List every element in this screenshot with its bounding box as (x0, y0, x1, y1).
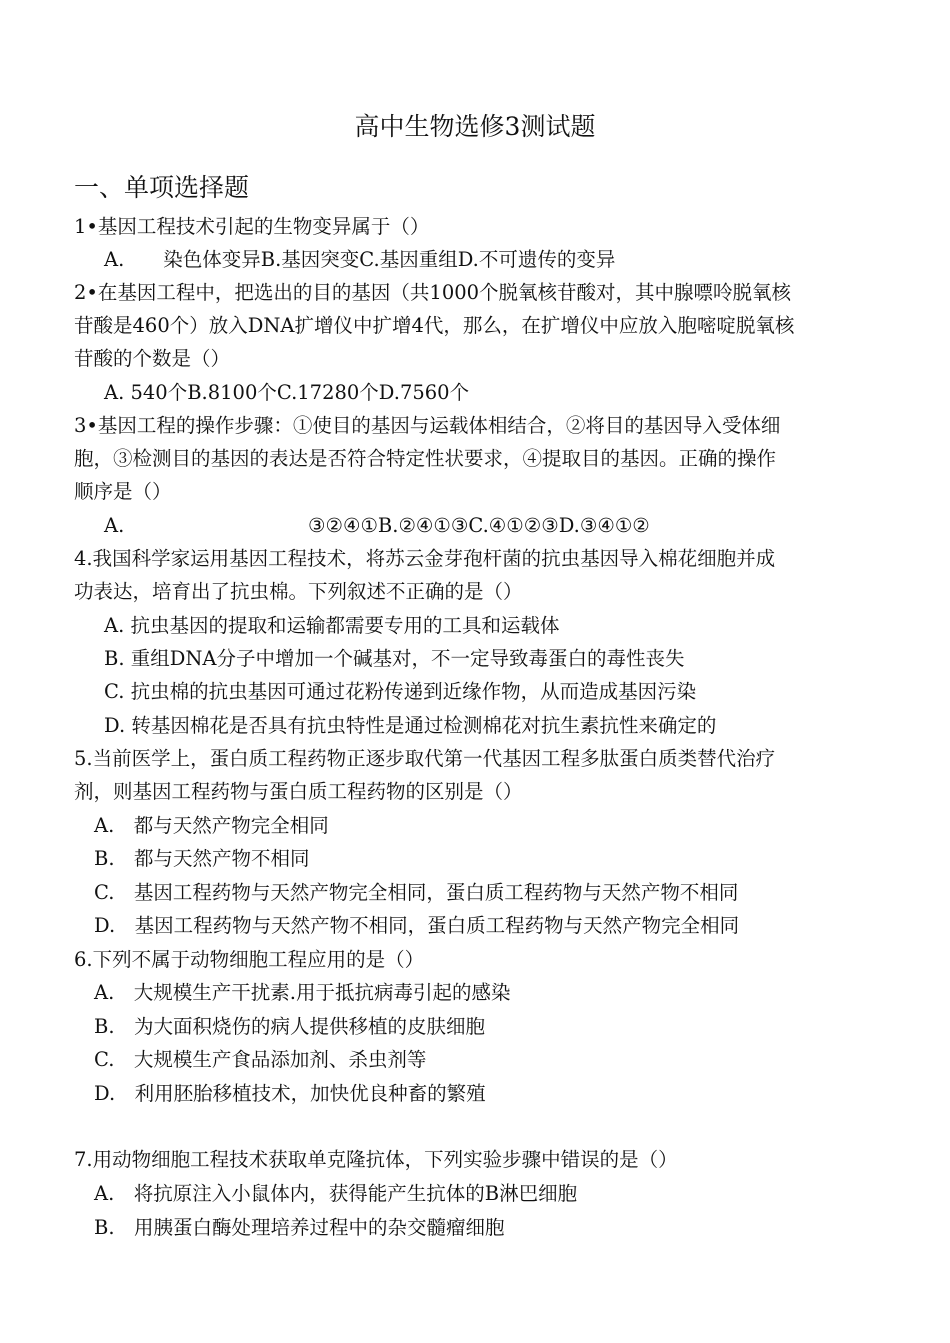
question-1-stem: 1•基因工程技术引起的生物变异属于（） (74, 215, 430, 238)
question-5-option-c: C. 基因工程药物与天然产物完全相同，蛋白质工程药物与天然产物不相同 (94, 881, 739, 904)
question-2-stem-line-1: 2•在基因工程中，把选出的目的基因（共1000个脱氧核苷酸对，其中腺嘌呤脱氧核 (74, 281, 792, 304)
question-7-option-a: A. 将抗原注入小鼠体内，获得能产生抗体的B淋巴细胞 (94, 1182, 578, 1205)
question-5-option-d: D. 基因工程药物与天然产物不相同，蛋白质工程药物与天然产物完全相同 (94, 914, 740, 937)
question-4-option-a: A. 抗虫基因的提取和运输都需要专用的工具和运载体 (104, 614, 560, 637)
question-4-stem-line-2: 功表达，培育出了抗虫棉。下列叙述不正确的是（） (74, 580, 523, 603)
question-4-option-c: C. 抗虫棉的抗虫基因可通过花粉传递到近缘作物，从而造成基因污染 (104, 680, 697, 703)
question-6-option-b: B. 为大面积烧伤的病人提供移植的皮肤细胞 (94, 1015, 486, 1038)
question-5-stem-line-1: 5.当前医学上，蛋白质工程药物正逐步取代第一代基因工程多肽蛋白质类替代治疗 (74, 747, 776, 770)
question-6-option-a: A. 大规模生产干扰素.用于抵抗病毒引起的感染 (94, 981, 511, 1004)
question-5-option-b: B. 都与天然产物不相同 (94, 847, 310, 870)
question-7-option-b: B. 用胰蛋白酶处理培养过程中的杂交髓瘤细胞 (94, 1216, 505, 1239)
question-1-options: A. 染色体变异B.基因突变C.基因重组D.不可遗传的变异 (104, 248, 616, 271)
question-2-stem-line-3: 苷酸的个数是（） (74, 347, 231, 370)
question-2-stem-line-2: 苷酸是460个）放入DNA扩增仪中扩增4代，那么，在扩增仪中应放入胞嘧啶脱氧核 (74, 314, 795, 337)
question-6-stem: 6.下列不属于动物细胞工程应用的是（） (74, 948, 425, 971)
document-title: 高中生物选修3测试题 (354, 112, 596, 141)
question-4-option-b: B. 重组DNA分子中增加一个碱基对，不一定导致毒蛋白的毒性丧失 (104, 647, 685, 670)
question-6-option-c: C. 大规模生产食品添加剂、杀虫剂等 (94, 1048, 427, 1071)
question-3-options: ③②④①B.②④①③C.④①②③D.③④①② (308, 514, 650, 537)
question-3-option-label: A. (104, 514, 125, 537)
question-6-option-d: D. 利用胚胎移植技术，加快优良种畜的繁殖 (94, 1082, 486, 1105)
section-heading: 一、单项选择题 (74, 173, 250, 202)
question-4-stem-line-1: 4.我国科学家运用基因工程技术，将苏云金芽孢杆菌的抗虫基因导入棉花细胞并成 (74, 547, 776, 570)
question-7-stem: 7.用动物细胞工程技术获取单克隆抗体，下列实验步骤中错误的是（） (74, 1148, 678, 1171)
question-3-stem-line-2: 胞，③检测目的基因的表达是否符合特定性状要求，④提取目的基因。正确的操作 (74, 447, 777, 470)
question-3-stem-line-3: 顺序是（） (74, 480, 172, 503)
question-5-option-a: A. 都与天然产物完全相同 (94, 814, 329, 837)
question-2-options: A. 540个B.8100个C.17280个D.7560个 (104, 381, 470, 404)
question-3-stem-line-1: 3•基因工程的操作步骤：①使目的基因与运载体相结合，②将目的基因导入受体细 (74, 414, 781, 437)
question-5-stem-line-2: 剂，则基因工程药物与蛋白质工程药物的区别是（） (74, 780, 523, 803)
question-4-option-d: D. 转基因棉花是否具有抗虫特性是通过检测棉花对抗生素抗性来确定的 (104, 714, 717, 737)
